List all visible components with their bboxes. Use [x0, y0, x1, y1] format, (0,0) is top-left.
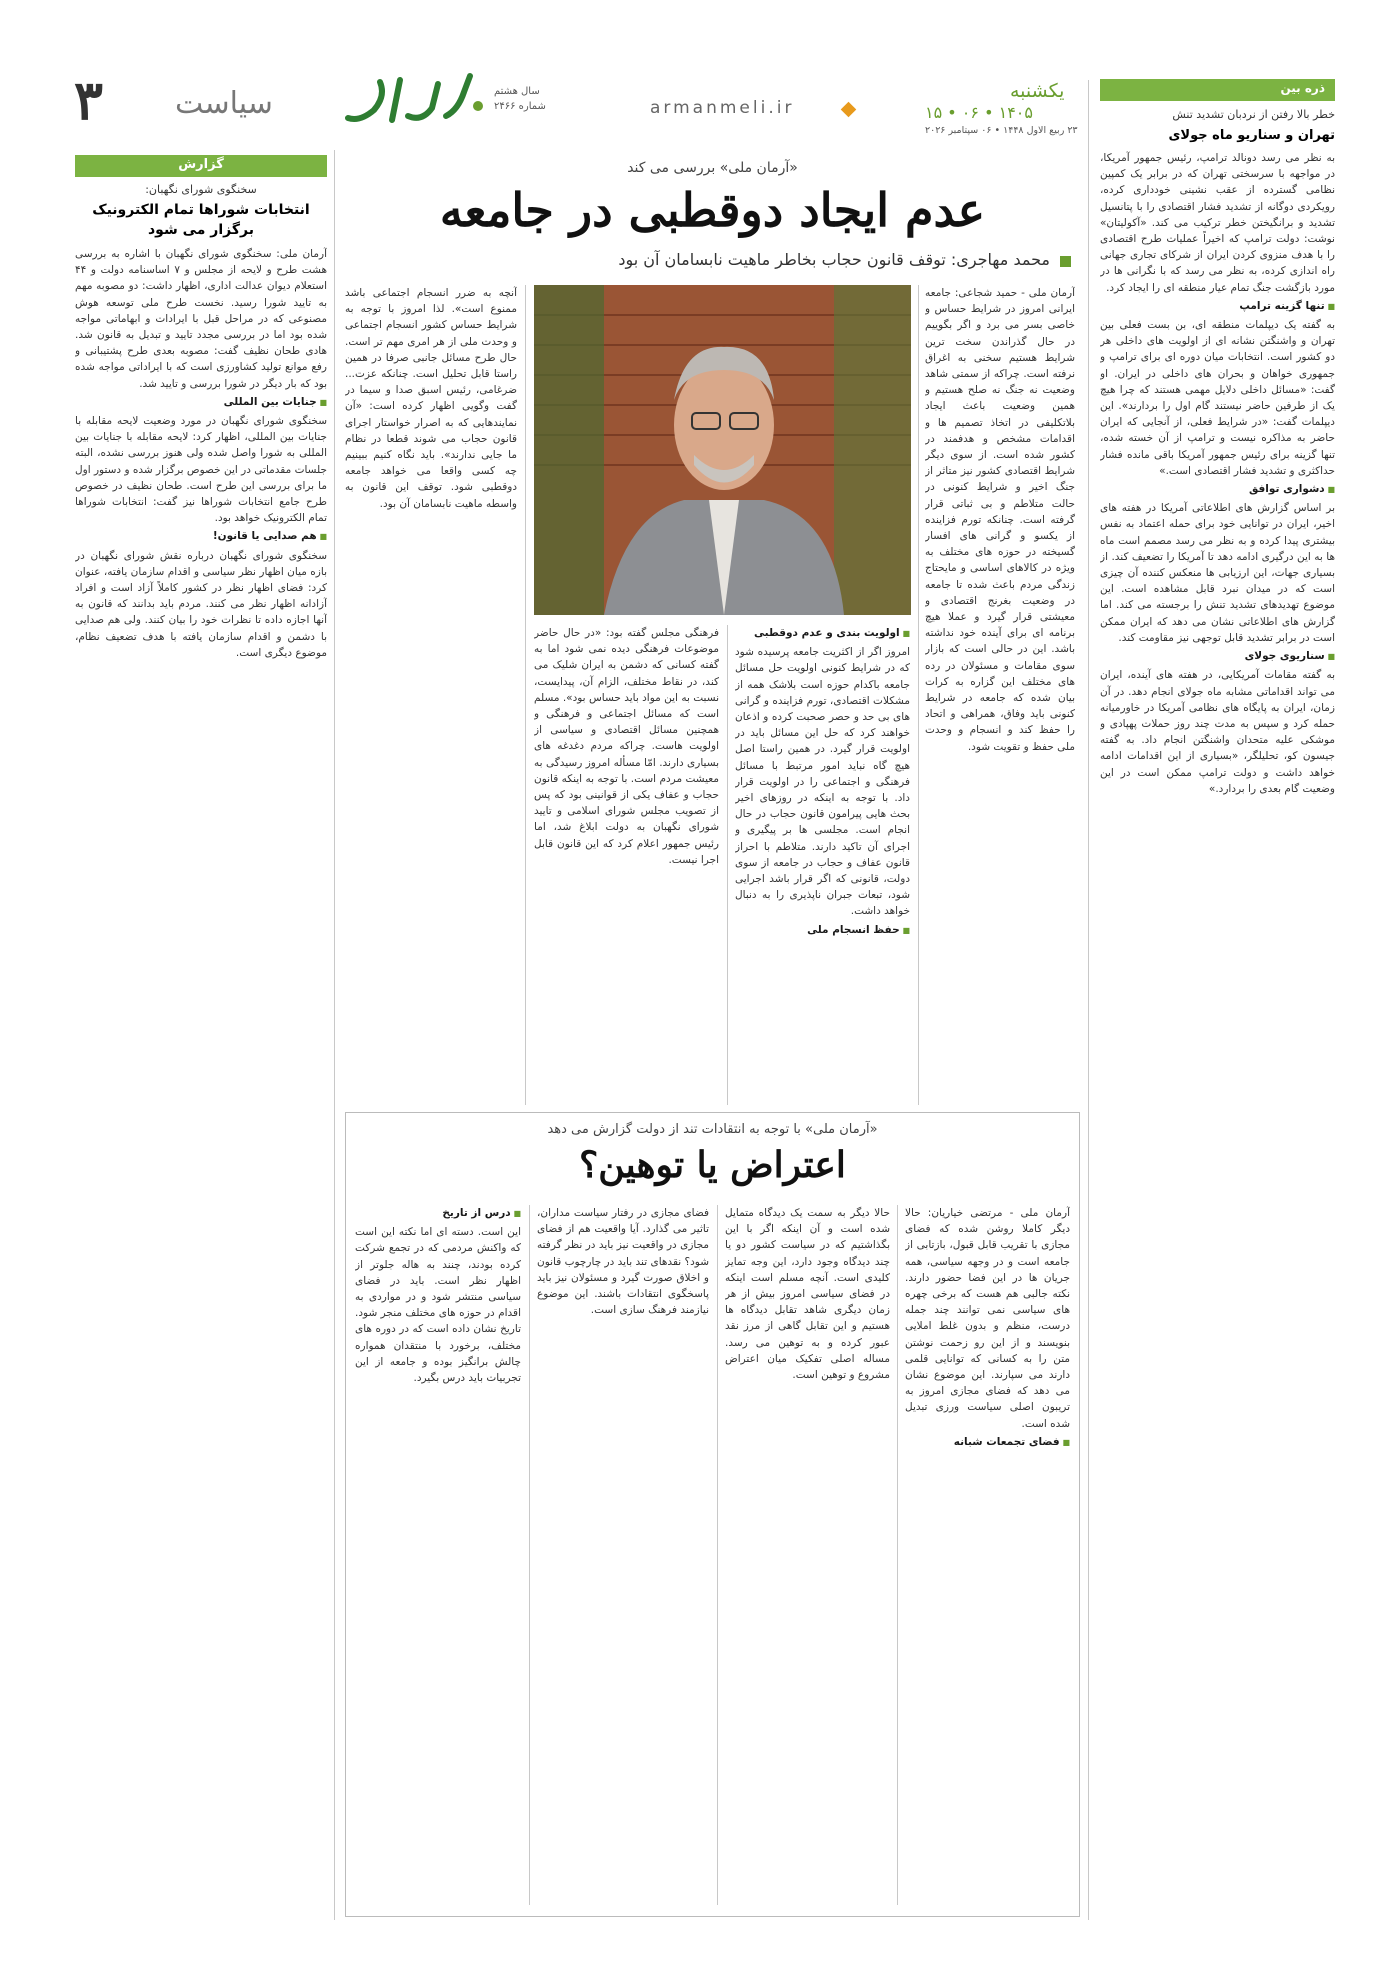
bottom-divider-2: [717, 1205, 718, 1905]
portrait-photo: [534, 285, 911, 615]
left-column-divider: [334, 150, 335, 1920]
left-column-tag: گزارش: [178, 157, 224, 172]
main-divider-2: [727, 625, 728, 1105]
bottom-sub-a: ■ فضای تجمعات شبانه: [905, 1434, 1070, 1451]
main-col2-text: امروز اگر از اکثریت جامعه پرسیده شود که در شرایط کنونی اولویت حل مسائل جامعه باکدام حوزه است بلاشک همه از مشکلات اقتصادی، تورم فزاینده و گرانی های بی حد و حصر صحبت کرده و اذعان خواهند کرد که حل این مسائل باید در اولویت قرار گیرد. در همین راستا اصل هیچ گاه نباید امور مرتبط با مسائل فرهنگی و اجتماعی را در اولویت قرار داد. با توجه به اینکه در روزهای اخیر بحث هایی پیرامون قانون حجاب در حال انجام است. مجلسی ها بر پیگیری و اجرای آن تاکید دارند. متلاطم با احراز قانون عفاف و حجاب در جامعه از سوی دولت، قانونی که اگر قرار باشد اجرایی شود، تبعات جبران ناپذیری را به دنبال خواهد داشت.: [735, 646, 910, 918]
left-column-kicker: سخنگوی شورای نگهبان:: [145, 183, 257, 196]
main-kicker: «آرمان ملی» بررسی می کند: [627, 160, 798, 176]
bottom-sub-b: ■ درس از تاریخ: [355, 1205, 521, 1222]
right-sub-2: ■ دشواری توافق: [1100, 481, 1335, 498]
main-col1-text: آرمان ملی - حمید شجاعی: جامعه ایرانی امروز در شرایط حساس و خاصی بسر می برد و اگر بگوییم در حال گذراندن سخت ترین شرایط هستیم سخنی به اغراق نرفته است. چراکه از سمتی شاهد وضعیت نه جنگ نه صلح هستیم و همین وضعیت باعث ایجاد بلاتکلیفی در اتخاذ تصمیم ها و اقدامات مشخص و هدفمند در کشور شده است. از سوی دیگر شرایط اقتصادی کشور نیز متاثر از جنگ اخیر و شرایط کنونی در حالت متلاطم و بی ثباتی قرار گرفته است. چنانکه تورم فزاینده از یکسو و گرانی های افسار گسیخته در حوزه های مختلف به ویژه در کالاهای اساسی و مایحتاج زندگی مردم باعث شده تا جامعه در وضعیت بغرنج اقتصادی و معیشتی قرار گیرد و عملا هیچ برنامه ای برای آینده خود نداشته باشد. این در حالی است که بازار سوی مقامات و مسئولان در رده های مختلف این گزاره به کرات بیان شده که جامعه در شرایط کنونی باید وفاق، همراهی و اتحاد را حفظ کند و انسجام و وحدت ملی حفظ و تقویت شود.: [925, 287, 1075, 753]
weekday: یکشنبه: [1010, 80, 1065, 102]
left-body-3: سخنگوی شورای نگهبان درباره نقش شورای نگهبان در بازه میان اظهار نظر سیاسی و اقدام سازمان یافته، عنوان کرد: فضای اظهار نظر در کشور کاملاً آزاد است و افراد آزادانه اظهار نظر می کنند. مردم باید بدانند که قانون به آنها اجازه داده تا نظرات خود را بیان کنند. ولی هم صدایی با دشمن و اقدام سازمان یافته با هدف تضعیف نظام، موضوع دیگری است.: [75, 549, 327, 659]
page-number: ۳: [74, 68, 104, 132]
bottom-col-3: [537, 1205, 709, 1905]
main-sub-b: ■ حفظ انسجام ملی: [735, 922, 910, 939]
bottom-kicker: «آرمان ملی» با توجه به انتقادات تند از دولت گزارش می دهد: [547, 1122, 878, 1137]
left-body-2: سخنگوی شورای نگهبان در مورد وضعیت لایحه مقابله با جنایات بین المللی، اظهار کرد: لایحه مقابله با جنایات بین المللی به شورا واصل شده ولی هنوز بررسی نشده، البته جلسات مقدماتی در این خصوص برگزار شده و دستور اول ما برای بررسی این طرح است. طحان نظیف در خصوص طرح جامع انتخابات شوراها نیز گفت: انتخابات شوراها تمام الکترونیک خواهد بود.: [75, 415, 327, 525]
orange-diamond-icon: [841, 102, 857, 118]
logo: [340, 62, 490, 134]
date-persian: ۱۵ • ۰۶ • ۱۴۰۵: [925, 103, 1033, 122]
bottom-col3-text: فضای مجازی در رفتار سیاست مداران، تاثیر می گذارد. آیا واقعیت هم از فضای مجازی در واقعیت نیز باید در نظر گرفته شود؟ نقدهای تند باید در چارچوب قانون و اخلاق صورت گیرد و مسئولان نیز باید پاسخگوی انتقادات باشند. این موضوع نیازمند فرهنگ سازی است.: [537, 1207, 709, 1317]
right-column-body: [1100, 150, 1335, 1800]
right-body-1: به نظر می رسد دونالد ترامپ، رئیس جمهور آمریکا، در مواجهه با سرسختی تهران که در برابر یک کمپین نظامی گسترده از عقب نشینی خودداری کرده، رویکردی دوگانه از تشدید فشار اقتصادی را با پتانسیل تشدید و برانگیختن خطر ترکیب می کند. «آکولیتان» نوشت: دولت ترامپ که اخیراً عملیات طرح اقتصادی را با هدف منزوی کردن ایران از شرکای تجاری جهانی راه اندازی کرده، به نظر می رسد که با نگرانی ها در مورد بازگشت جنگ تمام عیار منطقه ای را ایجاد کرد.: [1100, 152, 1335, 294]
bottom-divider-3: [529, 1205, 530, 1905]
right-column-tag-bar: [1100, 79, 1335, 101]
right-body-4: به گفته مقامات آمریکایی، در هفته های آینده، ایران می تواند اقداماتی مشابه ماه جولای انجام دهد. در آن زمان، ایران به پایگاه های نظامی آمریکا در خاورمیانه حمله کرد و سپس به مدت چند روز حملات پهپادی و موشکی علیه متحدان واشنگتن انجام داد. به گفته جیسون کو، تحلیلگر، «بسیاری از این اقدامات ادامه خواهد داشت و دولت ترامپ ممکن است در این وضعیت گام بعدی را بردارد.»: [1100, 669, 1335, 795]
edition: سال هشتم: [494, 86, 540, 97]
main-subtitle: محمد مهاجری: توقف قانون حجاب بخاطر ماهیت نابسامان آن بود: [618, 250, 1050, 269]
section-title: سیاست: [175, 86, 273, 121]
main-col4-text: آنچه به ضرر انسجام اجتماعی باشد ممنوع است». لذا امروز با توجه به شرایط حساس کشور انسجام اجتماعی و وحدت ملی از هر امری مهم تر است. حال طرح مسائل جانبی صرفا در همین راستا قابل تحلیل است. چنانکه عزت... ضرغامی، رئیس اسبق صدا و سیما در گفت وگویی اظهار کرده است: «آن نمایندهایی که به اصرار خواستار اجرای قانون حجاب می شوند قطعا در نظام ما جایی ندارند». باید نگاه کنیم ببینیم چه کسی واقعا می خواهد جامعه دوقطبی شود. توقف این قانون به واسطه ماهیت نابسامان آن بود.: [345, 287, 517, 510]
main-col-4: [345, 285, 517, 1105]
bottom-divider-1: [897, 1205, 898, 1905]
right-column-tag: ذره بین: [1280, 81, 1325, 95]
bottom-col-2: [725, 1205, 890, 1905]
main-headline: عدم ایجاد دوقطبی در جامعه: [439, 183, 986, 237]
left-body-1: آرمان ملی: سخنگوی شورای نگهبان با اشاره به بررسی هشت طرح و لایحه از مجلس و ۷ اساسنامه دولت و ۴۴ استعلام دیوان عدالت اداری، اظهار داشت: دو مصوبه مهم به تایید شورا رسید. نخست طرح ملی توسعه هوش مصنوعی که در مراحل قبل با ایرادات و ابهاماتی مواجه شده بود اما در بررسی مجدد تایید و تبدیل به قانون شد. هادی طحان نظیف گفت: مصوبه بعدی طرح پشتیبانی و رفع موانع تولید کشاورزی است که با ایراداتی مواجه شده بود که بار دیگر در شورا بررسی و تایید شد.: [75, 248, 327, 390]
left-column-title: انتخابات شوراها تمام الکترونیک برگزار می شود: [92, 202, 310, 238]
left-sub-2: ■ هم صدایی یا قانون!: [75, 528, 327, 545]
main-sub-a: ■ اولویت بندی و عدم دوقطبی: [735, 625, 910, 642]
left-sub-1: ■ جنایات بین المللی: [75, 394, 327, 411]
bottom-headline: اعتراض یا توهین؟: [579, 1144, 846, 1186]
left-column-body: [75, 246, 327, 1906]
bottom-col2-text: حالا دیگر به سمت یک دیدگاه متمایل شده است و آن اینکه اگر با این بگذاشتیم که در سیاست کشور دو یا چند دیدگاه وجود دارد، این وجه تمایز کلیدی است. آنچه مسلم است اینکه در فضای سیاسی امروز بیش از هر زمان دیگری شاهد تقابل دیدگاه ها هستیم و این تقابل گاهی از مرز نقد عبور کرده و به توهین می رسد. مساله اصلی تفکیک میان اعتراض مشروع و توهین است.: [725, 1207, 890, 1382]
main-subtitle-marker: [1060, 256, 1071, 267]
bottom-col1-text: آرمان ملی - مرتضی خیاریان: حالا دیگر کاملا روشن شده که فضای مجازی با تقریب قابل قبول، بازتابی از جامعه است و در وجهه سیاسی، همه جریان ها در این فضا حضور دارند. نکته جالبی هم هست که برخی چهره های سیاسی نمی توانند چند جمله درست، منظم و بدون غلط املایی بنویسند و از این رو زحمت نوشتن متن را به کسانی که توانایی قلمی دارند می سپارند. این موضوع نشان می دهد که فضای مجازی امروز به تریبون اصلی سیاست ورزی تبدیل شده است.: [905, 1207, 1070, 1430]
right-sub-3: ■ سناریوی جولای: [1100, 648, 1335, 665]
site-url: armanmeli.ir: [650, 98, 795, 118]
left-column-tag-bar: [75, 155, 327, 177]
bottom-col-1: [905, 1205, 1070, 1905]
right-sub-1: ■ تنها گزینه ترامپ: [1100, 298, 1335, 315]
right-column-kicker: خطر بالا رفتن از نردبان تشدید تنش: [1172, 108, 1335, 121]
main-col-1: [925, 285, 1075, 1105]
main-col3-text: فرهنگی مجلس گفته بود: «در حال حاضر موضوعات فرهنگی دیده نمی شود اما به گفته کسانی که دشمن به ایران شلیک می کند، در نقاط مختلف، الزام آن، پیدایست، نسبت به این مواد باید حساس بود». مسلم است که مسائل اجتماعی و فرهنگی و همچنین مسائل اقتصادی و سیاسی از اولویت هاست. چراکه مردم دغدغه های بسیاری دارند. امّا مسأله امروز رسیدگی به معیشت مردم است. با توجه به اینکه قانون حجاب و عفاف یکی از قوانینی بود که پس از تصویب مجلس شورای اسلامی و تایید شورای نگهبان به دولت ابلاغ شد، اما رئیس جمهور اعلام کرد که این قانون قابل اجرا نیست.: [534, 627, 719, 866]
main-col-3: [534, 625, 719, 1105]
column-divider: [1088, 80, 1089, 1920]
issue-number: شماره ۲۴۶۶: [494, 101, 546, 112]
bottom-col4-text: این است. دسته ای اما نکته این است که واکنش مردمی که در تجمع شرکت کرده بودند، چنند به هاله جلوتر از اظهار نظر است. باید در فضای سیاسی منتشر شود و در مواردی به اقدام در حوزه های مختلف منجر شود. تاریخ نشان داده است که در دوره های مختلف، برخورد با منتقدان همواره چالش برانگیز بوده و جامعه از این تجربیات باید درس بگیرد.: [355, 1226, 521, 1385]
right-body-2: به گفته یک دیپلمات منطقه ای، بن بست فعلی بین تهران و واشنگتن نشانه ای از اولویت های داخلی هر دو کشور است. انتخابات میان دوره ای برای ترامپ و جمهوری خواهان و بحران های داخلی در ایران. او گفت: «مسائل داخلی دلایل مهمی هستند که چرا هیچ یک از طرفین حاضر نیستند گام اول را بردارند». این دیپلمات گفت: «در شرایط فعلی، از آنجایی که ایران حاضر به مذاکره نیست و ترامپ از آن خسته شده، تنها گزینه برای رئیس جمهور آمریکا باقی مانده فشار حداکثری و تشدید فشار اقتصادی است.»: [1100, 319, 1335, 477]
right-body-3: بر اساس گزارش های اطلاعاتی آمریکا در هفته های اخیر، ایران در توانایی خود برای حمله اعتماد به نفس بیشتری پیدا کرده و به نظر می رسد مصمم است ماه ها به این درگیری ادامه دهد تا آمریکا را تضعیف کند. از بسیاری جهات، این ارزیابی ها منعکس کننده آن چیزی است که در میدان نبرد قابل مشاهده است. این موضوع تهدیدهای تشدید تنش را برجسته می کند. اما گزارش های اطلاعاتی نشان می دهد که ایران ممکن است در برابر تشدید قابل توجهی نیز مقاومت کند.: [1100, 502, 1335, 644]
main-divider-1: [918, 285, 919, 1105]
right-column-title: تهران و سناریو ماه جولای: [1168, 128, 1335, 143]
bottom-col-4: [355, 1205, 521, 1905]
main-col-2: [735, 625, 910, 1105]
main-divider-3: [525, 285, 526, 1105]
date-secondary: ۲۳ ربیع الاول ۱۴۴۸ • ۰۶ سپتامبر ۲۰۲۶: [925, 125, 1078, 136]
